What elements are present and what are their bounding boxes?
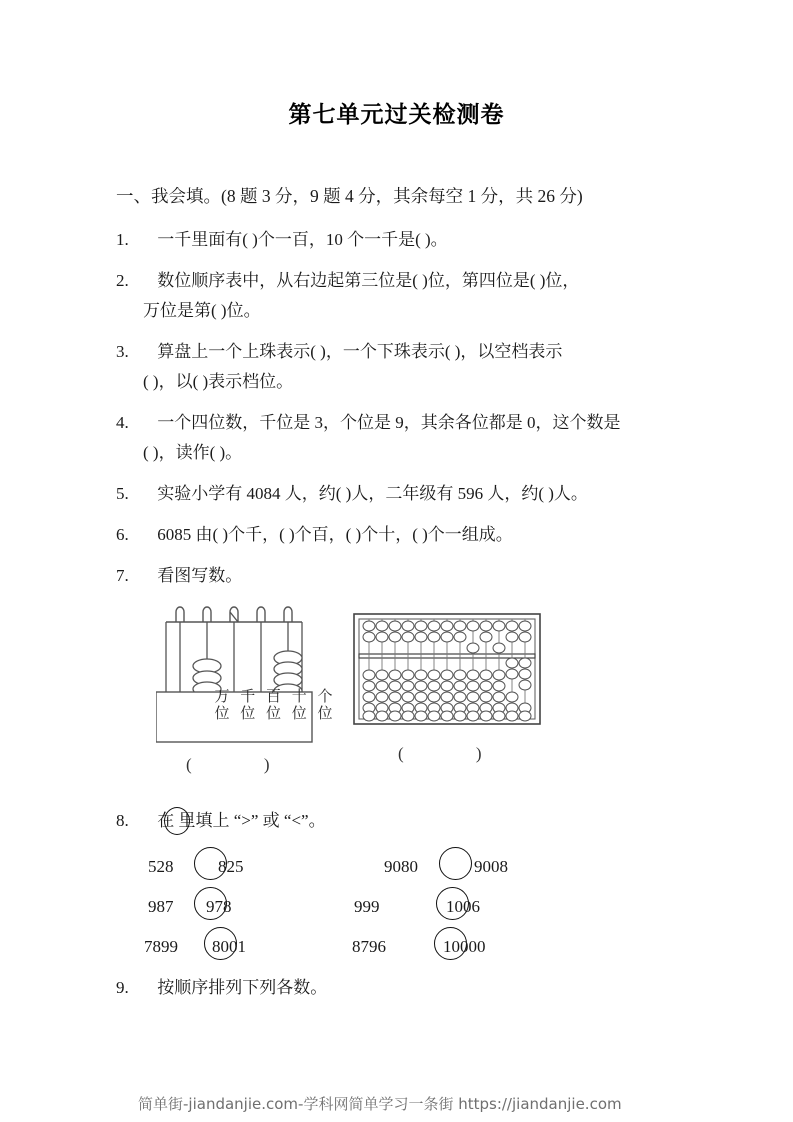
compare-row-2: [116, 886, 676, 926]
question-2-text-line-2: 万位是第( )位。: [143, 301, 261, 321]
section-heading: 一、我会填。(8 题 3 分，9 题 4 分，其余每空 1 分，共 26 分): [116, 186, 583, 206]
worksheet-content: [116, 183, 716, 1014]
question-2-number: 2.: [116, 271, 129, 291]
question-1-number: 1.: [116, 230, 129, 250]
footer-watermark: 简单街-jiandanjie.com-学科网简单学习一条街 https://jiandanjie.com: [138, 1095, 622, 1113]
compare-row-2-left-number: 987: [148, 897, 174, 917]
question-5: [116, 479, 716, 509]
counting-frame-answer-blank[interactable]: ( ): [186, 755, 304, 775]
compare-row-1-left-number: 528: [148, 857, 174, 877]
page-title: 第七单元过关检测卷: [288, 102, 505, 128]
compare-row-1-right2-number: 9008: [474, 857, 508, 877]
question-2: [116, 266, 716, 326]
question-8: [116, 806, 716, 962]
compare-symbol-circle-icon[interactable]: [164, 807, 190, 835]
question-8-text: 在 里填上 “>” 或 “<”。: [157, 811, 326, 831]
compare-row-1-circle2-icon[interactable]: [439, 847, 472, 880]
compare-row-1-right-number: 825: [218, 857, 244, 877]
question-6-text: 6085 由( )个千，( )个百，( )个十，( )个一组成。: [157, 525, 513, 545]
compare-row-3-right-number: 8001: [212, 937, 246, 957]
compare-row-3-left-number: 7899: [144, 937, 178, 957]
question-6-number: 6.: [116, 525, 129, 545]
compare-row-1: [116, 846, 676, 886]
question-3: [116, 337, 716, 397]
question-4-number: 4.: [116, 413, 129, 433]
question-2-text-line-1: 数位顺序表中，从右边起第三位是( )位，第四位是( )位，: [157, 271, 580, 291]
compare-row-2-right-number: 978: [206, 897, 232, 917]
question-4-text-line-2: ( )，读作( )。: [143, 443, 243, 463]
question-8-number: 8.: [116, 811, 129, 831]
question-9-text: 按顺序排列下列各数。: [157, 978, 328, 998]
abacus-answer-blank[interactable]: ( ): [398, 744, 516, 764]
question-7-figures: [116, 595, 716, 775]
question-3-number: 3.: [116, 342, 129, 362]
question-9: [116, 973, 716, 1003]
question-9-number: 9.: [116, 978, 129, 998]
question-1: [116, 225, 716, 255]
question-7: [116, 561, 716, 775]
question-1-text: 一千里面有( )个一百，10 个一千是( )。: [157, 230, 448, 250]
counting-frame-svg: [156, 600, 316, 750]
question-4-text-line-1: 一个四位数，千位是 3，个位是 9，其余各位都是 0，这个数是: [157, 413, 621, 433]
place-labels-top: 万 千 百 十 个: [214, 687, 336, 706]
abacus-figure: [353, 613, 543, 764]
counting-frame-figure: [156, 600, 336, 775]
question-4: [116, 408, 716, 468]
compare-row-3-left2-number: 8796: [352, 937, 386, 957]
question-5-text: 实验小学有 4084 人，约( )人，二年级有 596 人，约( )人。: [157, 484, 588, 504]
compare-row-2-left2-number: 999: [354, 897, 380, 917]
question-7-number: 7.: [116, 566, 129, 586]
compare-row-2-right2-number: 1006: [446, 897, 480, 917]
question-5-number: 5.: [116, 484, 129, 504]
abacus-svg: [353, 613, 543, 733]
compare-row-3-right2-number: 10000: [443, 937, 486, 957]
question-3-text-line-1: 算盘上一个上珠表示( )，一个下珠表示( )，以空档表示: [157, 342, 563, 362]
question-7-text: 看图写数。: [157, 566, 243, 586]
compare-row-1-left2-number: 9080: [384, 857, 418, 877]
question-8-compare-rows: [116, 840, 716, 962]
place-labels-bottom: 位 位 位 位 位: [214, 704, 336, 723]
question-3-text-line-2: ( )，以( )表示档位。: [143, 372, 294, 392]
compare-row-3: [116, 926, 676, 966]
question-6: [116, 520, 716, 550]
